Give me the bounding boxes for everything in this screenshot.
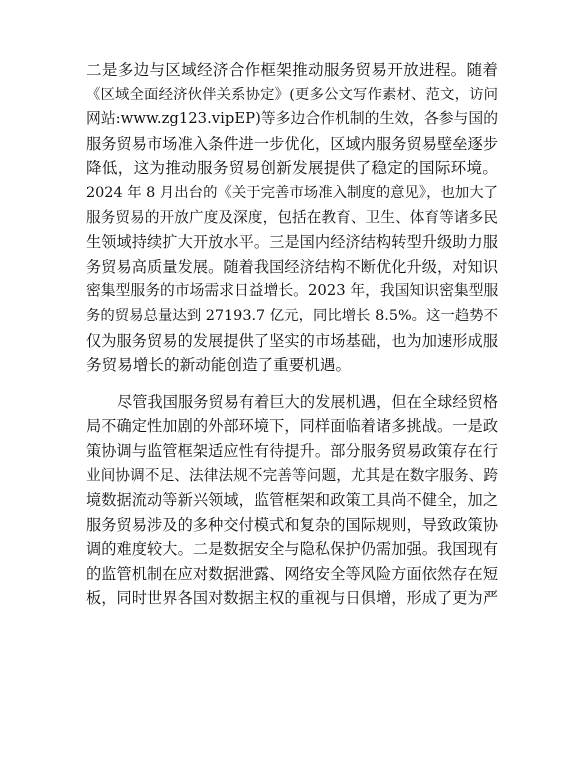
text-line: 服务贸易涉及的多种交付模式和复杂的国际规则，导致政策协 (86, 515, 498, 534)
text-line: 《区域全面经济伙伴关系协定》(更多公文写作素材、范文，访问 (86, 86, 498, 103)
text-line: 业间协调不足、法律法规不完善等问题，尤其是在数字服务、跨 (86, 466, 498, 484)
paragraph-2 (86, 390, 498, 611)
text-line: 仅为服务贸易的发展提供了坚实的市场基础，也为加速形成服 (86, 331, 498, 350)
text-line: 板，同时世界各国对数据主权的重视与日俱增，形成了更为严 (86, 589, 498, 608)
text-line: 务贸易高质量发展。随着我国经济结构不断优化升级，对知识 (86, 257, 498, 276)
text-line: 务的贸易总量达到 27193.7 亿元，同比增长 8.5%。这一趋势不 (86, 307, 498, 324)
text-line: 密集型服务的市场需求日益增长。2023 年，我国知识密集型服 (86, 282, 498, 300)
text-line: 境数据流动等新兴领域，监管框架和政策工具尚不健全，加之 (86, 491, 498, 510)
text-line: 务贸易增长的新动能创造了重要机遇。 (86, 356, 352, 375)
text-line: 降低，这为推动服务贸易创新发展提供了稳定的国际环境。 (86, 159, 498, 178)
text-line: 的监管机制在应对数据泄露、网络安全等风险方面依然存在短 (86, 564, 498, 583)
text-line: 二是多边与区域经济合作框架推动服务贸易开放进程。随着 (86, 61, 498, 79)
document-body (86, 58, 498, 611)
paragraph-1 (86, 58, 498, 378)
text-line: 2024 年 8 月出台的《关于完善市场准入制度的意见》，也加大了 (86, 184, 498, 201)
text-line: 生领域持续扩大开放水平。三是国内经济结构转型升级助力服 (86, 233, 498, 252)
text-line: 网站:www.zg123.vipEP)等多边合作机制的生效，各参与国的 (86, 110, 498, 128)
text-line: 策协调与监管框架适应性有待提升。部分服务贸易政策存在行 (86, 441, 498, 460)
text-line: 服务贸易的开放广度及深度，包括在教育、卫生、体育等诸多民 (86, 208, 498, 226)
text-line: 局不确定性加剧的外部环境下，同样面临着诸多挑战。一是政 (86, 417, 498, 436)
text-line: 服务贸易市场准入条件进一步优化，区域内服务贸易壁垒逐步 (86, 134, 498, 153)
text-line: 尽管我国服务贸易有着巨大的发展机遇，但在全球经贸格 (117, 392, 498, 411)
text-line: 调的难度较大。二是数据安全与隐私保护仍需加强。我国现有 (86, 540, 498, 559)
